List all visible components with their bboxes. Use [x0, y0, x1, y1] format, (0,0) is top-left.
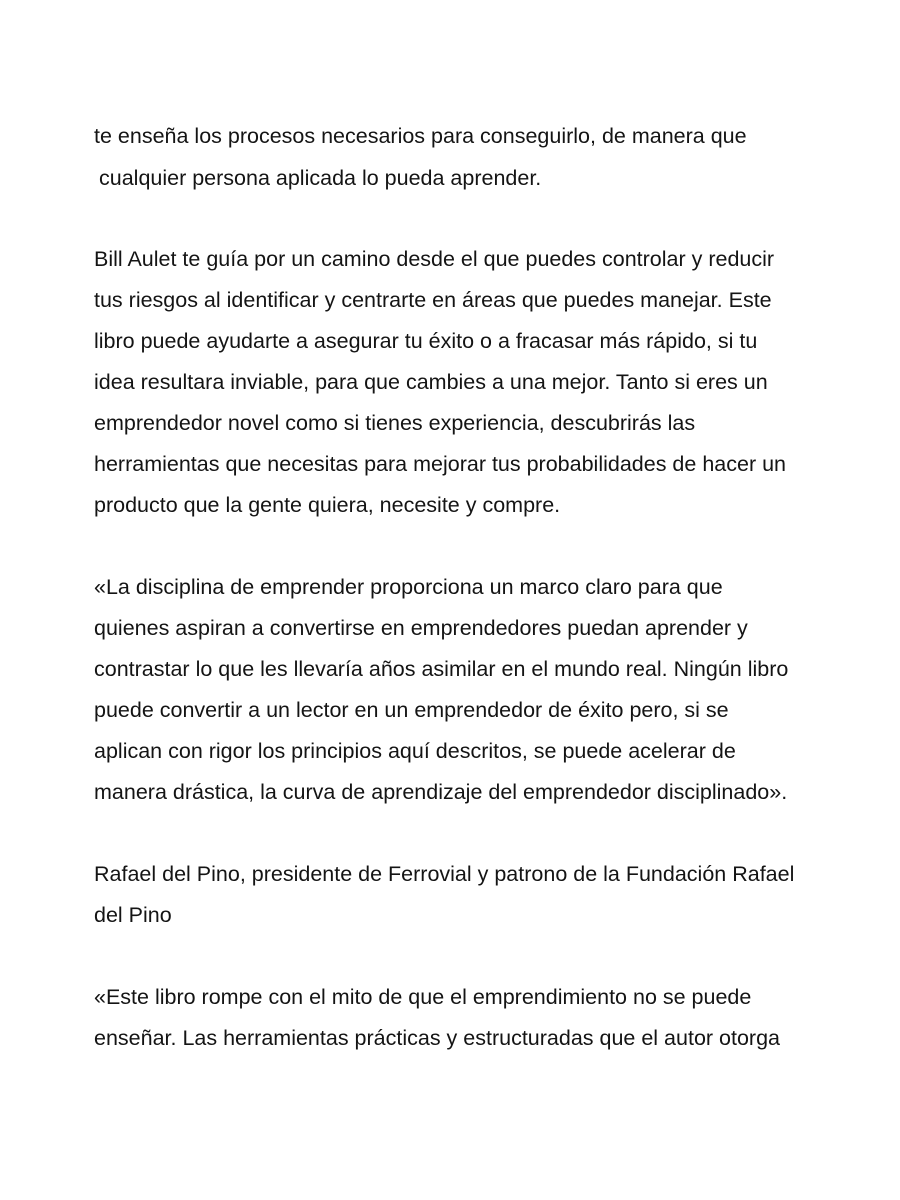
paragraph-1-line-2: cualquier persona aplicada lo pueda aprender. — [99, 166, 542, 190]
paragraph-2-line-2: tus riesgos al identificar y centrarte en áreas que puedes manejar. Este — [94, 288, 772, 312]
paragraph-2-line-4: idea resultara inviable, para que cambies a una mejor. Tanto si eres un — [94, 370, 768, 394]
paragraph-5-line-2: enseñar. Las herramientas prácticas y estructuradas que el autor otorga — [94, 1026, 780, 1050]
paragraph-2-line-7: producto que la gente quiera, necesite y compre. — [94, 493, 561, 517]
paragraph-3-line-2: quienes aspiran a convertirse en emprendedores puedan aprender y — [94, 616, 748, 640]
paragraph-4-line-2: del Pino — [94, 903, 172, 927]
paragraph-2-line-1: Bill Aulet te guía por un camino desde el que puedes controlar y reducir — [94, 247, 775, 271]
paragraph-3-line-1: «La disciplina de emprender proporciona un marco claro para que — [94, 575, 723, 599]
paragraph-2-line-5: emprendedor novel como si tienes experiencia, descubrirás las — [94, 411, 696, 435]
paragraph-3-line-5: aplican con rigor los principios aquí descritos, se puede acelerar de — [94, 739, 736, 763]
paragraph-4-line-1: Rafael del Pino, presidente de Ferrovial y patrono de la Fundación Rafael — [94, 862, 795, 886]
paragraph-3-line-3: contrastar lo que les llevaría años asimilar en el mundo real. Ningún libro — [94, 657, 789, 681]
paragraph-1-line-1: te enseña los procesos necesarios para conseguirlo, de manera que — [94, 124, 747, 148]
paragraph-2-line-3: libro puede ayudarte a asegurar tu éxito o a fracasar más rápido, si tu — [94, 329, 758, 353]
paragraph-3-line-6: manera drástica, la curva de aprendizaje del emprendedor disciplinado». — [94, 780, 788, 804]
paragraph-2-line-6: herramientas que necesitas para mejorar tus probabilidades de hacer un — [94, 452, 786, 476]
paragraph-3-line-4: puede convertir a un lector en un emprendedor de éxito pero, si se — [94, 698, 729, 722]
paragraph-5-line-1: «Este libro rompe con el mito de que el emprendimiento no se puede — [94, 985, 752, 1009]
